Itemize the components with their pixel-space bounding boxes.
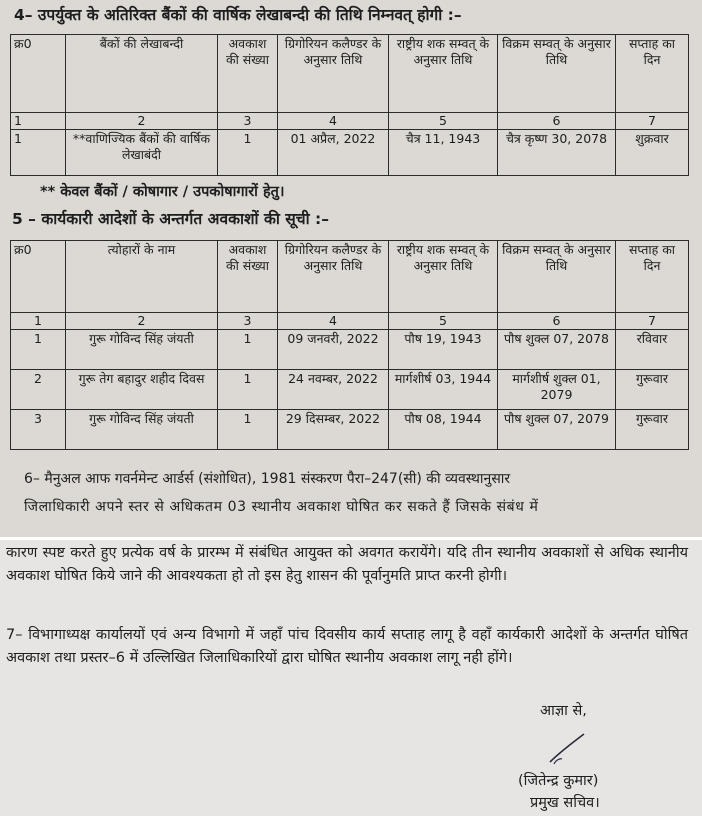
count-cell: 1 [218, 410, 278, 450]
header-cell: क्र0 [11, 35, 66, 113]
serial-cell: 2 [11, 370, 66, 410]
header-cell: अवकाश की संख्या [218, 241, 278, 313]
order-note: आज्ञा से, [540, 703, 587, 719]
festival-name-cell: गुरू गोविन्द सिंह जंयती [66, 330, 218, 370]
weekday-cell: गुरूवार [616, 410, 689, 450]
column-number: 1 [11, 313, 66, 330]
serial-cell: 3 [11, 410, 66, 450]
column-number: 7 [616, 113, 689, 130]
header-cell: सप्ताह का दिन [616, 35, 689, 113]
column-number-row [11, 313, 689, 330]
column-number: 1 [11, 113, 66, 130]
vikram-date-cell: चैत्र कृष्ण 30, 2078 [498, 130, 616, 176]
table-row [11, 330, 689, 370]
count-cell: 1 [218, 130, 278, 176]
table-row [11, 130, 689, 176]
signatory-designation: प्रमुख सचिव। [530, 795, 600, 811]
table-header-row [11, 35, 689, 113]
header-cell: क्र0 [11, 241, 66, 313]
signature-mark-icon [548, 732, 588, 766]
festival-name-cell: गुरू तेग बहादुर शहीद दिवस [66, 370, 218, 410]
document-photo-bottom [0, 540, 702, 816]
column-number: 2 [66, 313, 218, 330]
para-6-continuation: कारण स्पष्ट करते हुए प्रत्येक वर्ष के प्रारम्भ में संबंधित आयुक्त को अवगत करायेंगे। यदि तीन स्थानीय अवकाशों से अधिक स्थानीय अवकाश घोषित किये जाने की आवश्यकता हो तो इस हेतु शासन की पूर्वानुमति प्राप्त करनी होगी। [6, 545, 688, 584]
column-number: 7 [616, 313, 689, 330]
header-cell: विक्रम सम्वत् के अनुसार तिथि [498, 241, 616, 313]
column-number: 6 [498, 313, 616, 330]
vikram-date-cell: पौष शुक्ल 07, 2078 [498, 330, 616, 370]
column-number: 5 [389, 113, 498, 130]
column-number: 4 [278, 113, 389, 130]
header-cell: सप्ताह का दिन [616, 241, 689, 313]
header-cell: अवकाश की संख्या [218, 35, 278, 113]
header-cell: राष्ट्रीय शक सम्वत् के अनुसार तिथि [389, 35, 498, 113]
para-7: 7– विभागाध्यक्ष कार्यालयों एवं अन्य विभागो में जहाँ पांच दिवसीय कार्य सप्ताह लागू है वहाँ कार्यकारी आदेशों के अन्तर्गत घोषित अवकाश तथा प्रस्तर–6 में उल्लिखित जिलाधिकारियों द्वारा घोषित स्थानीय अवकाश लागू नही होंगे। [6, 627, 688, 666]
saka-date-cell: पौष 19, 1943 [389, 330, 498, 370]
column-number: 6 [498, 113, 616, 130]
column-number: 3 [218, 113, 278, 130]
count-cell: 1 [218, 330, 278, 370]
column-number-row [11, 113, 689, 130]
column-number: 5 [389, 313, 498, 330]
column-number: 2 [66, 113, 218, 130]
header-cell: राष्ट्रीय शक सम्वत् के अनुसार तिथि [389, 241, 498, 313]
para-6-line-2: जिलाधिकारी अपने स्तर से अधिकतम 03 स्थानीय अवकाश घोषित कर सकते हैं जिसके संबंध में [24, 499, 539, 515]
gregorian-date-cell: 09 जनवरी, 2022 [278, 330, 389, 370]
weekday-cell: शुक्रवार [616, 130, 689, 176]
header-cell: त्योहारों के नाम [66, 241, 218, 313]
gregorian-date-cell: 29 दिसम्बर, 2022 [278, 410, 389, 450]
description-cell: **वाणिज्यिक बैंकों की वार्षिक लेखाबंदी [66, 130, 218, 176]
para-6-line-1: 6– मैनुअल आफ गवर्नमेन्ट आर्डर्स (संशोधित), 1981 संस्करण पैरा–247(सी) की व्यवस्थानुसार [24, 471, 511, 487]
count-cell: 1 [218, 370, 278, 410]
header-cell: बैंकों की लेखाबन्दी [66, 35, 218, 113]
column-number: 3 [218, 313, 278, 330]
header-cell: ग्रिगोरियन कलैण्डर के अनुसार तिथि [278, 35, 389, 113]
vikram-date-cell: मार्गशीर्ष शुक्ल 01, 2079 [498, 370, 616, 410]
vikram-date-cell: पौष शुक्ल 07, 2079 [498, 410, 616, 450]
weekday-cell: रविवार [616, 330, 689, 370]
column-number: 4 [278, 313, 389, 330]
bank-closing-table [10, 34, 689, 176]
bank-footnote: ** केवल बैंकों / कोषागार / उपकोषागारों हेतु। [40, 184, 285, 200]
table-row [11, 410, 689, 450]
table-header-row [11, 241, 689, 313]
holiday-table [10, 240, 689, 450]
festival-name-cell: गुरू गोविन्द सिंह जंयती [66, 410, 218, 450]
table-row [11, 370, 689, 410]
gregorian-date-cell: 24 नवम्बर, 2022 [278, 370, 389, 410]
section-4-heading: 4– उपर्युक्त के अतिरिक्त बैंकों की वार्षिक लेखाबन्दी की तिथि निम्नवत् होगी :– [14, 6, 462, 24]
header-cell: विक्रम सम्वत् के अनुसार तिथि [498, 35, 616, 113]
saka-date-cell: मार्गशीर्ष 03, 1944 [389, 370, 498, 410]
signatory-name: (जितेन्द्र कुमार) [518, 773, 599, 789]
section-5-heading: 5 – कार्यकारी आदेशों के अन्तर्गत अवकाशों की सूची :– [12, 210, 329, 228]
saka-date-cell: पौष 08, 1944 [389, 410, 498, 450]
gregorian-date-cell: 01 अप्रैल, 2022 [278, 130, 389, 176]
saka-date-cell: चैत्र 11, 1943 [389, 130, 498, 176]
weekday-cell: गुरूवार [616, 370, 689, 410]
header-cell: ग्रिगोरियन कलैण्डर के अनुसार तिथि [278, 241, 389, 313]
serial-cell: 1 [11, 330, 66, 370]
serial-cell: 1 [11, 130, 66, 176]
